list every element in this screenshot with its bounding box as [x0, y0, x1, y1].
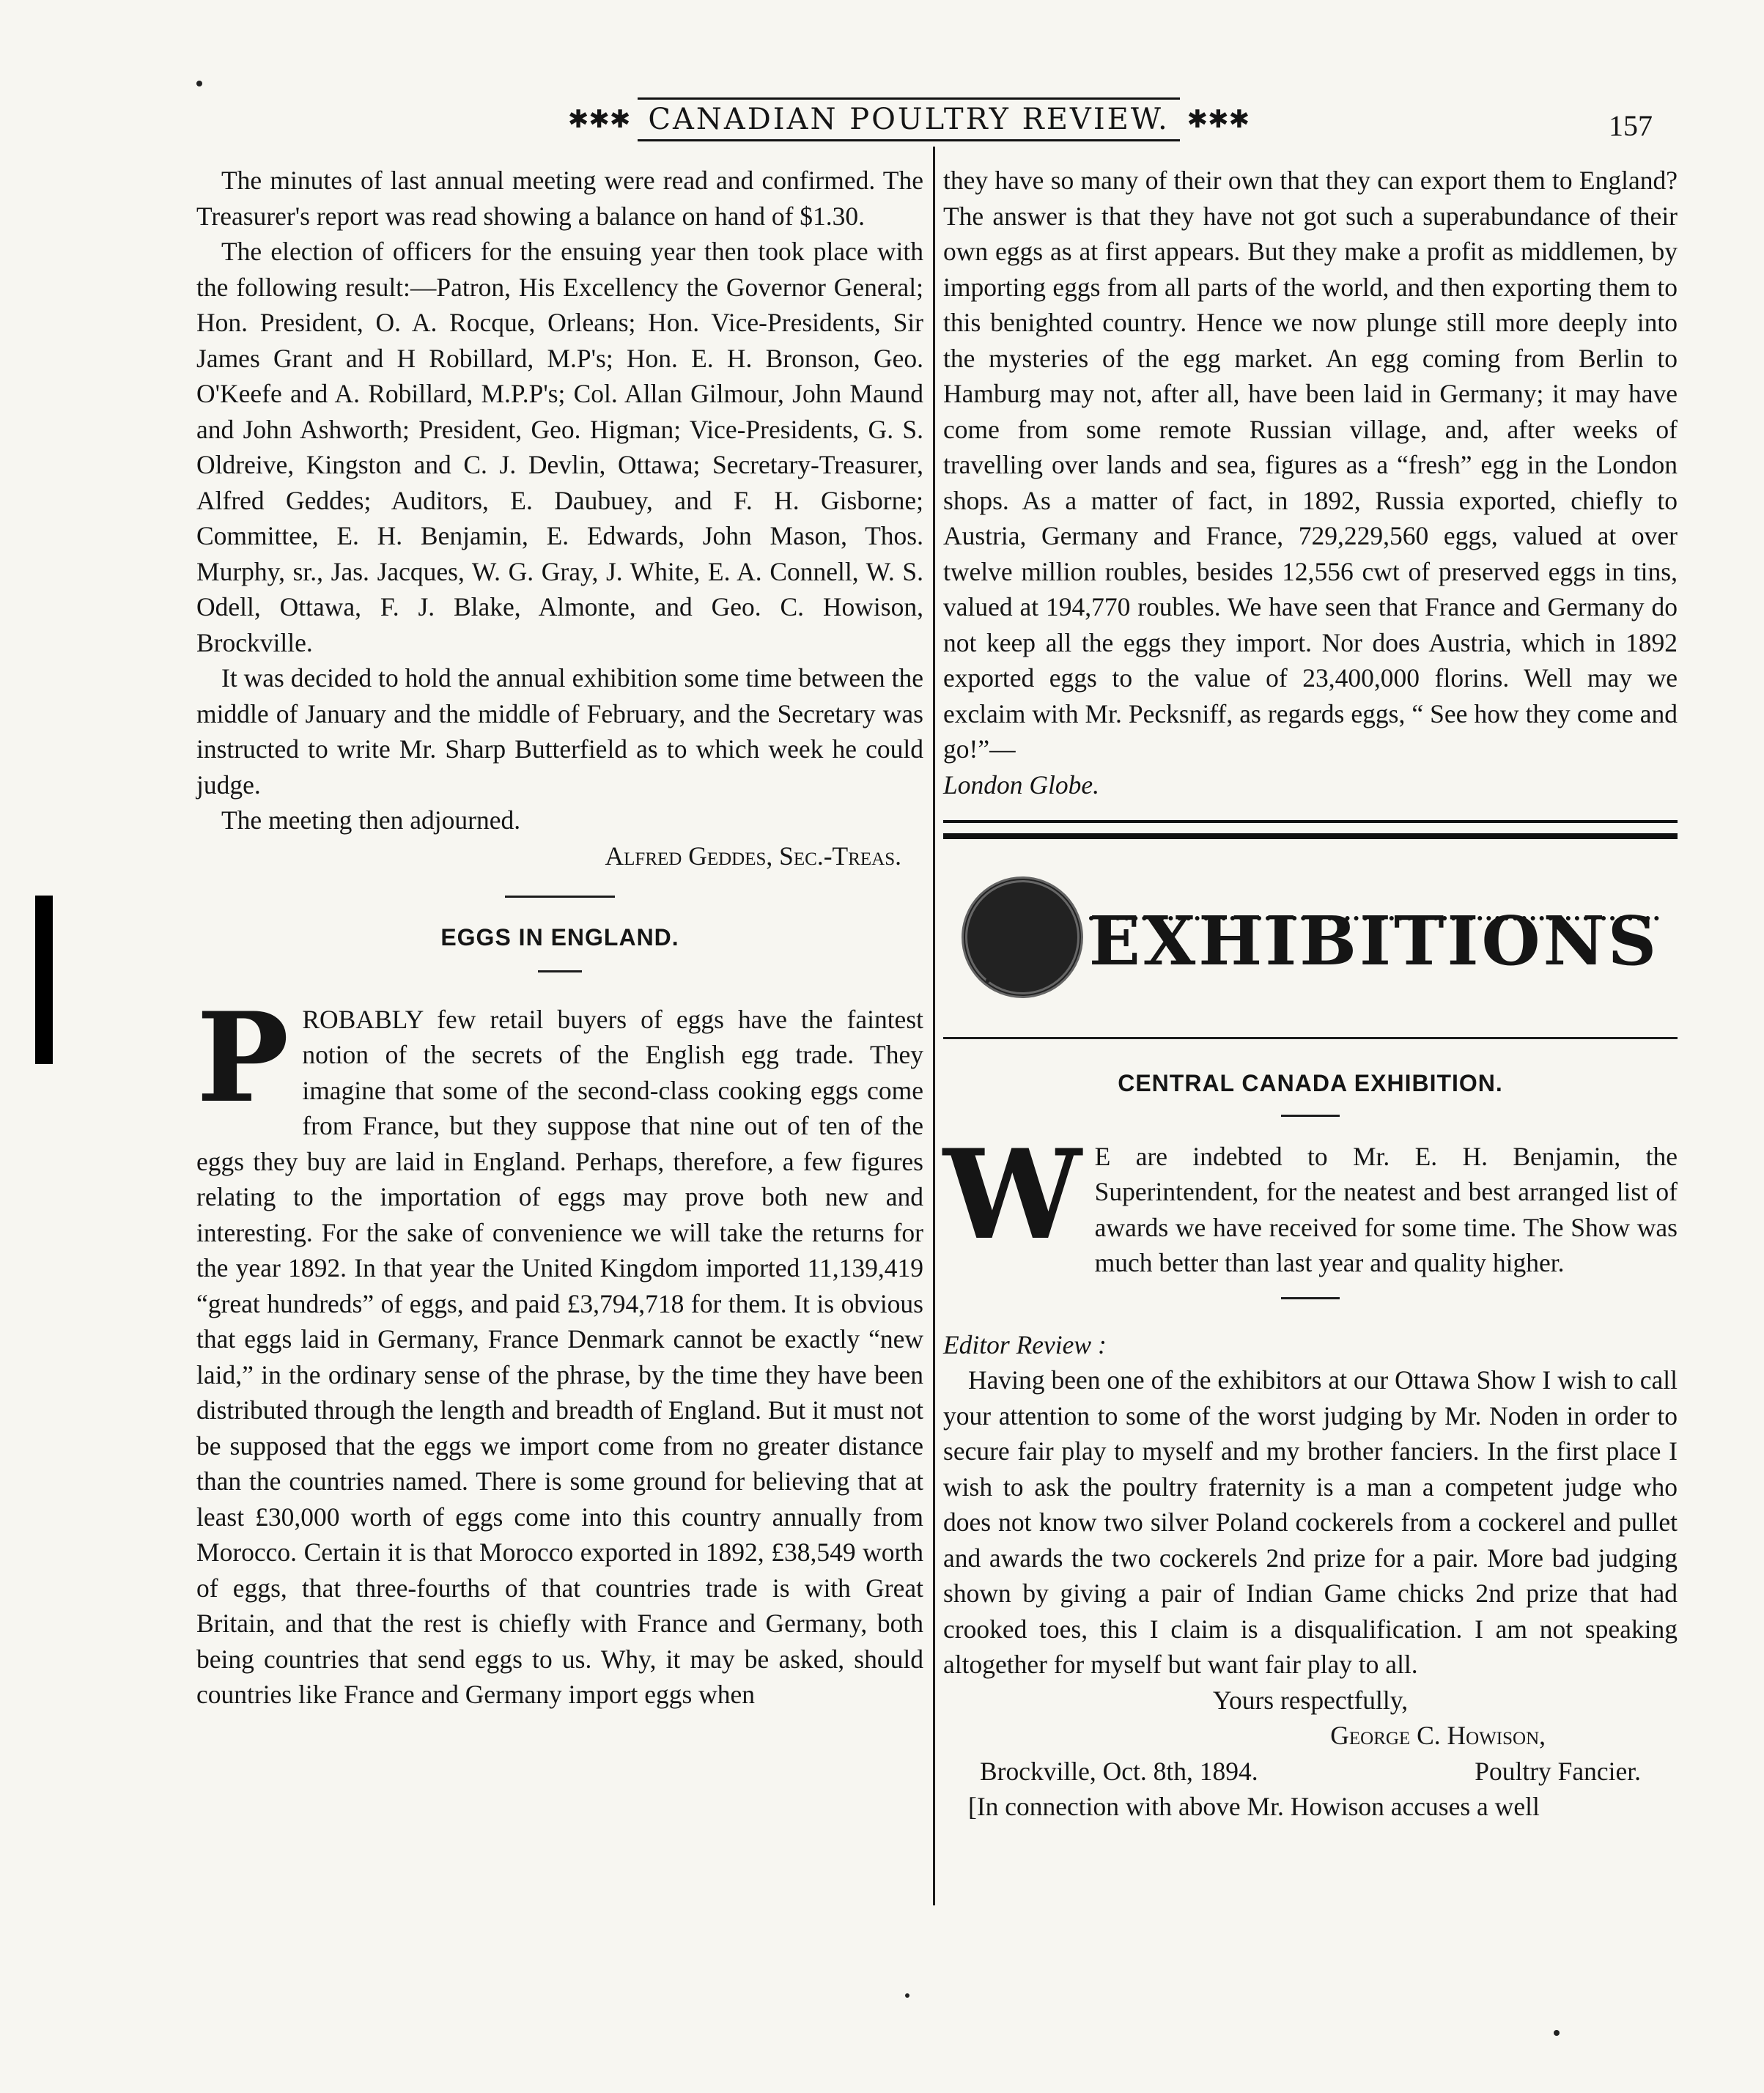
scan-speck — [905, 1993, 909, 1998]
cce-paragraph — [943, 1121, 1678, 1281]
minutes-paragraph: The minutes of last annual meeting were read and confirmed. The Treasurer's report was read showing a balance on hand of $1.30. — [196, 166, 923, 231]
masthead-title: CANADIAN POULTRY REVIEW. — [638, 97, 1179, 141]
drop-cap-p: P — [196, 984, 289, 1130]
exhibitions-banner — [943, 857, 1678, 1018]
wreath-emblem-icon — [962, 876, 1083, 998]
right-column — [943, 163, 1678, 1825]
scan-edge-mark — [35, 896, 53, 1064]
left-ornament-icon: ✱✱✱ — [567, 106, 631, 133]
scan-speck — [986, 978, 990, 983]
right-ornament-icon: ✱✱✱ — [1187, 106, 1250, 133]
letter-paragraph: Having been one of the exhibitors at our Ottawa Show I wish to call your attention to some of the worst judging by Mr. Noden in order to secure fair play to myself and my brother fanciers. In the first place I wish to ask the poultry fraternity is a man a competent judge who does not know two silver Poland cockerels from a cockerel and pullet and awards the two cockerels 2nd prize for a pair. More bad judging shown by giving a pair of Indian Game chicks 2nd prize that had crooked toes, this I claim is a disqualification. I am not speaking altogether for myself but want fair play to all. — [943, 1365, 1678, 1679]
letter-signer: George C. Howison, — [1330, 1721, 1546, 1750]
column-divider — [933, 147, 935, 1905]
central-canada-exhibition-heading: CENTRAL CANADA EXHIBITION. — [1118, 1070, 1503, 1096]
short-rule — [538, 970, 582, 972]
eggs-in-england-heading: EGGS IN ENGLAND. — [440, 924, 679, 950]
page-number: 157 — [1609, 109, 1653, 142]
section-rule — [943, 1037, 1678, 1039]
short-rule — [1281, 1297, 1340, 1299]
editor-salutation: Editor Review : — [943, 1329, 1107, 1359]
election-paragraph: The election of officers for the ensuing year then took place with the following result:—Patron, His Excellency the Governor General; Hon. President, O. A. Rocque, Orleans; Hon. Vice-Presidents, Sir James Grant and H Robillard, M.P's; Hon. E. H. Bronson, Geo. O'Keefe and A. Robillard, M.P.P's; Col. Allan Gilmour, John Maund and John Ashworth; President, Geo. Higman; Vice-Presidents, G. S. Oldreive, Kingston and C. J. Devlin, Ottawa; Secretary-Treasurer, Alfred Geddes; Auditors, E. Daubuey, and F. H. Gisborne; Committee, E. H. Benjamin, E. Edwards, John Mason, Thos. Murphy, sr., Jas. Jacques, W. G. Gray, J. White, E. A. Connell, W. S. Odell, Ottawa, F. J. Blake, Almonte, and Geo. C. Howison, Brockville. — [196, 237, 923, 657]
short-rule — [1281, 1115, 1340, 1117]
secretary-signature: Alfred Geddes, Sec.-Treas. — [605, 841, 901, 871]
place-date: Brockville, Oct. 8th, 1894. — [980, 1756, 1258, 1786]
eggs-continuation-paragraph: they have so many of their own that they can export them to England? The answer is that they have not got such a superabundance of their own eggs as at first appears. But they make a profit as middlemen, by importing eggs from all parts of the world, and then exporting them to this benighted country. Hence we now plunge still more deeply into the mysteries of the egg market. An egg coming from Berlin to Hamburg may not, after all, have been laid in Germany; it may have come from some remote Russian village, and, after weeks of travelling over lands and sea, figures as a “fresh” egg in the London shops. As a matter of fact, in 1892, Russia exported, chiefly to Austria, Germany and France, 729,229,560 eggs, valued at over twelve million roubles, besides 12,556 cwt of preserved eggs in tins, valued at 194,770 roubles. We have seen that France and Germany do not keep all the eggs they import. Nor does Austria, which in 1892 exported eggs to the value of 23,400,000 florins. Well may we exclaim with Mr. Pecksniff, as regards eggs, “ See how they come and go!”— — [943, 166, 1678, 764]
left-column — [196, 163, 923, 1713]
adjourned-paragraph: The meeting then adjourned. — [221, 805, 521, 835]
source-credit: London Globe. — [943, 769, 1099, 800]
eggs-article-paragraph — [196, 984, 923, 1713]
cce-text: E are indebted to Mr. E. H. Benjamin, the Superintendent, for the neatest and best arranged list of awards we have received for some time. The Show was much better than last year and quality higher. — [1094, 1141, 1678, 1277]
scan-speck — [196, 81, 202, 86]
exhibitions-banner-text: EXHIBITIONS — [1088, 901, 1660, 981]
short-rule — [505, 896, 615, 898]
letter-closing: Yours respectfully, — [1212, 1685, 1409, 1715]
signer-title: Poultry Fancier. — [1475, 1756, 1641, 1786]
scan-speck — [1554, 2030, 1560, 2036]
masthead — [567, 94, 1250, 145]
drop-cap-w: W — [943, 1121, 1082, 1267]
editor-note-line: [In connection with above Mr. Howison accuses a well — [968, 1792, 1540, 1821]
exhibition-decision-paragraph: It was decided to hold the annual exhibition some time between the middle of January and the middle of February, and the Secretary was instructed to write Mr. Sharp Butterfield as to which week he could judge. — [196, 663, 923, 800]
signature-line — [943, 1754, 1678, 1790]
section-rule — [943, 820, 1678, 839]
eggs-article-text: ROBABLY few retail buyers of eggs have the faintest notion of the secrets of the English egg trade. They imagine that some of the second-class cooking eggs come from France, but they suppose that nine out of ten of the eggs they buy are laid in England. Perhaps, therefore, a few figures relating to the importation of eggs may prove both new and interesting. For the sake of convenience we will take the returns for the year 1892. In that year the United Kingdom imported 11,139,419 “great hundreds” of eggs, and paid £3,794,718 for them. It is obvious that eggs laid in Germany, France Denmark cannot be exactly “new laid,” in the ordinary sense of the phrase, by the time they have been distributed through the length and breadth of England. But it must not be supposed that the eggs we import come from no greater distance than the countries named. There is some ground for believing that at least £30,000 worth of eggs come into this country annually from Morocco. Certain it is that Morocco exported in 1892, £38,549 worth of eggs, that three-fourths of that countries trade is with Great Britain, and that the rest is chiefly with France and Germany, both being countries that send eggs to us. Why, it may be asked, should countries like France and Germany import eggs when — [196, 1004, 923, 1709]
